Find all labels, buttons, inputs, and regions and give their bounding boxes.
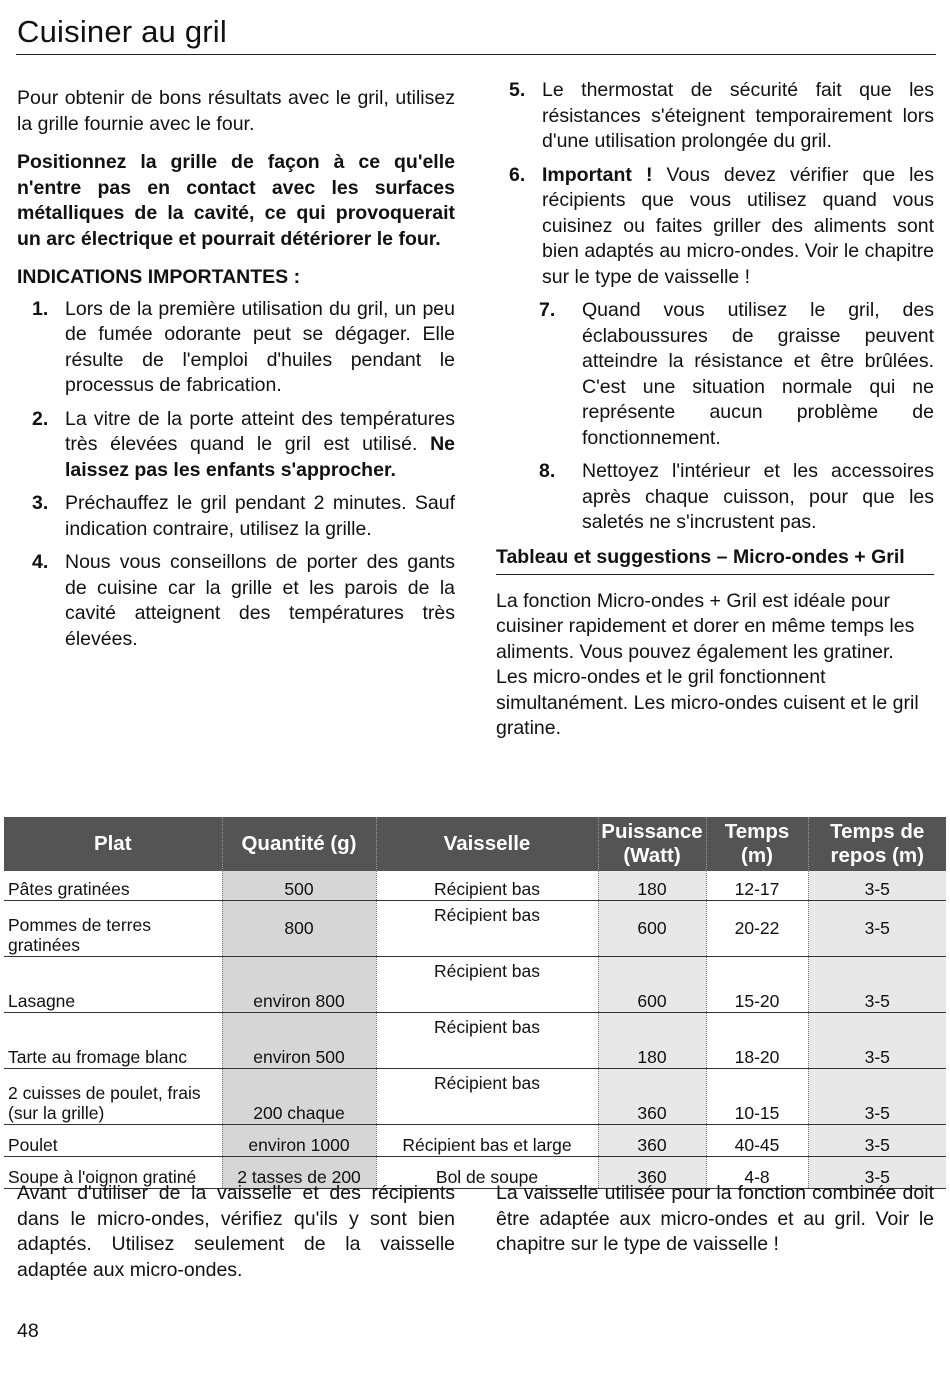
cell-vaisselle: Récipient bas — [376, 1013, 598, 1069]
list-item — [17, 550, 455, 652]
cell-repos: 3-5 — [808, 1157, 946, 1189]
cell-temps: 40-45 — [706, 1125, 808, 1157]
list-item — [17, 407, 455, 484]
item-text: La vitre de la porte atteint des températures très élevées quand le gril est utilisé. — [65, 407, 455, 455]
cell-plat: Lasagne — [4, 957, 222, 1013]
item-number: 3. — [32, 492, 49, 514]
header-temps: Temps (m) — [706, 817, 808, 871]
cell-quantite: environ 1000 — [222, 1125, 376, 1157]
cell-quantite: 500 — [222, 871, 376, 901]
cell-puissance: 360 — [598, 1157, 706, 1189]
item-text: Quand vous utilisez le gril, des éclaboussures de graisse peuvent atteindre la résistance et être brûlées. C'est une situation normale qui ne représente aucun problème de fonctionnement. — [582, 299, 934, 449]
page-title: Cuisiner au gril — [17, 14, 227, 49]
warning-paragraph: Positionnez la grille de façon à ce qu'elle n'entre pas en contact avec les surfaces métalliques de la cavité, ce qui provoquerait un arc électrique et pourrait détériorer le four. — [17, 151, 455, 250]
header-repos: Temps de repos (m) — [808, 817, 946, 871]
list-item — [496, 78, 934, 155]
cooking-table — [4, 817, 946, 1189]
table-row — [4, 901, 946, 957]
indications-list — [17, 297, 455, 653]
table-row — [4, 957, 946, 1013]
header-quantite: Quantité (g) — [222, 817, 376, 871]
cell-vaisselle: Récipient bas — [376, 957, 598, 1013]
item-number: 4. — [32, 551, 49, 573]
cell-plat: Poulet — [4, 1125, 222, 1157]
cell-repos: 3-5 — [808, 1013, 946, 1069]
list-item — [17, 297, 455, 399]
cell-repos: 3-5 — [808, 1125, 946, 1157]
cell-quantite: 800 — [222, 901, 376, 957]
cell-puissance: 180 — [598, 1013, 706, 1069]
item-number: 1. — [32, 297, 49, 320]
cell-temps: 18-20 — [706, 1013, 808, 1069]
item-bold-text: Important ! — [542, 163, 653, 186]
table-row — [4, 1069, 946, 1125]
cell-puissance: 360 — [598, 1125, 706, 1157]
list-item — [496, 298, 934, 451]
cell-puissance: 600 — [598, 957, 706, 1013]
cell-puissance: 360 — [598, 1069, 706, 1125]
cell-repos: 3-5 — [808, 901, 946, 957]
combi-paragraph-2: Les micro-ondes et le gril fonctionnent simultanément. Les micro-ondes cuisent et le gril gratine. — [496, 666, 919, 739]
cell-quantite: 2 tasses de 200 — [222, 1157, 376, 1189]
item-text: Lors de la première utilisation du gril, un peu de fumée odorante peut se dégager. Elle résulte de l'emploi d'huiles pendant le processus de fabrication. — [65, 297, 455, 396]
cell-vaisselle: Récipient bas — [376, 901, 598, 957]
intro-paragraph: Pour obtenir de bons résultats avec le gril, utilisez la grille fournie avec le four. — [17, 87, 455, 135]
item-number: 2. — [32, 407, 49, 430]
combi-paragraph: La fonction Micro-ondes + Gril est idéale pour cuisiner rapidement et dorer en même temps les aliments. Vous pouvez également les gratiner. — [496, 589, 915, 663]
cell-puissance: 600 — [598, 901, 706, 957]
item-number: 5. — [509, 79, 526, 101]
right-column — [496, 78, 934, 742]
list-item — [496, 163, 934, 291]
cell-plat: 2 cuisses de poulet, frais (sur la grille) — [4, 1069, 222, 1125]
cell-quantite: environ 800 — [222, 957, 376, 1013]
table-row — [4, 1125, 946, 1157]
cell-temps: 20-22 — [706, 901, 808, 957]
cell-plat: Tarte au fromage blanc — [4, 1013, 222, 1069]
table-row — [4, 1013, 946, 1069]
cell-vaisselle: Récipient bas et large — [376, 1125, 598, 1157]
header-vaisselle: Vaisselle — [376, 817, 598, 871]
item-number: 6. — [509, 163, 526, 186]
table-header-row — [4, 817, 946, 871]
cell-temps: 10-15 — [706, 1069, 808, 1125]
cell-plat: Pommes de terres gratinées — [4, 901, 222, 957]
item-text: Nettoyez l'intérieur et les accessoires après chaque cuisson, pour que les saletés ne s'incrustent pas. — [582, 460, 934, 533]
item-number: 7. — [539, 299, 556, 321]
cell-quantite: 200 chaque — [222, 1069, 376, 1125]
item-text: Le thermostat de sécurité fait que les résistances s'éteignent temporairement lors d'une utilisation prolongée du gril. — [542, 79, 934, 152]
cell-repos: 3-5 — [808, 871, 946, 901]
header-plat: Plat — [4, 817, 222, 871]
page-number: 48 — [17, 1320, 39, 1342]
bottom-right-note: La vaisselle utilisée pour la fonction combinée doit être adaptée aux micro-ondes et au gril. Voir le chapitre sur le type de vaisselle ! — [496, 1182, 934, 1255]
item-text: Préchauffez le gril pendant 2 minutes. Sauf indication contraire, utilisez la grille. — [65, 492, 455, 540]
item-number: 8. — [539, 460, 556, 482]
indications-heading: INDICATIONS IMPORTANTES : — [17, 266, 301, 288]
left-column — [17, 86, 455, 660]
cell-vaisselle: Récipient bas — [376, 1069, 598, 1125]
table-section-heading: Tableau et suggestions – Micro-ondes + Gril — [496, 544, 934, 575]
cell-temps: 12-17 — [706, 871, 808, 901]
item-text: Vous devez vérifier que les récipients que vous utilisez quand vous cuisinez ou faites griller des aliments sont bien adaptés au micro-ondes. Voir le chapitre sur le type de vaisselle ! — [542, 163, 935, 288]
cell-plat: Soupe à l'oignon gratiné — [4, 1157, 222, 1189]
cell-repos: 3-5 — [808, 1069, 946, 1125]
table-row — [4, 871, 946, 901]
header-puissance: Puissance (Watt) — [598, 817, 706, 871]
bottom-left-note: Avant d'utiliser de la vaisselle et des récipients dans le micro-ondes, vérifiez qu'ils y sont bien adaptés. Utilisez seulement de la vaisselle adaptée aux micro-ondes. — [17, 1182, 455, 1281]
list-item — [496, 459, 934, 536]
cell-vaisselle: Récipient bas — [376, 871, 598, 901]
cell-repos: 3-5 — [808, 957, 946, 1013]
cell-temps: 15-20 — [706, 957, 808, 1013]
list-item — [17, 491, 455, 542]
item-text: Nous vous conseillons de porter des gants de cuisine car la grille et les parois de la cavité atteignent des températures très élevées. — [65, 551, 455, 650]
cell-temps: 4-8 — [706, 1157, 808, 1189]
cell-vaisselle: Bol de soupe — [376, 1157, 598, 1189]
cell-quantite: environ 500 — [222, 1013, 376, 1069]
item-bold-text: Ne laissez pas les enfants s'approcher. — [65, 433, 455, 481]
cell-plat: Pâtes gratinées — [4, 871, 222, 901]
title-divider — [16, 54, 936, 55]
cell-puissance: 180 — [598, 871, 706, 901]
